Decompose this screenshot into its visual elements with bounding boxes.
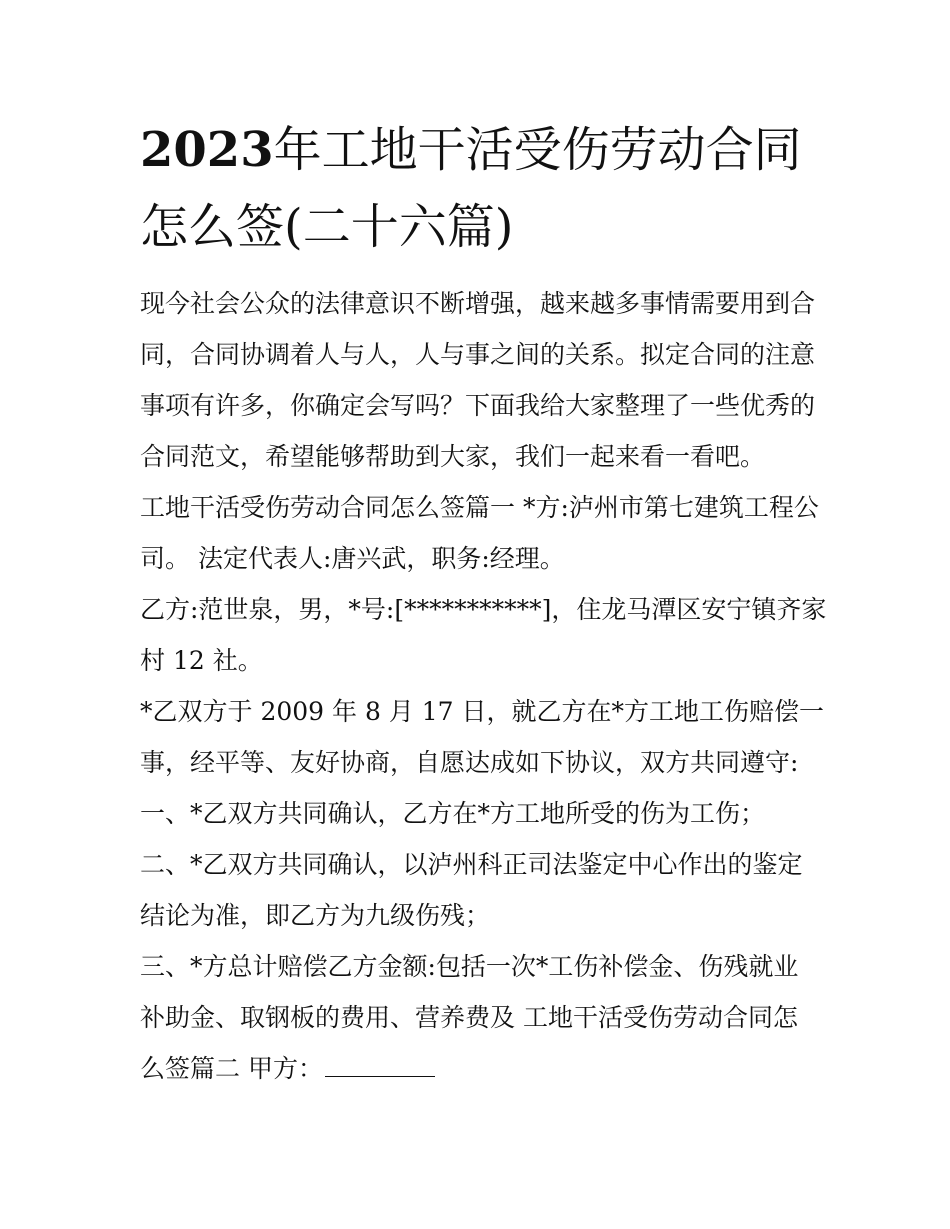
- text-line: 现今社会公众的法律意识不断增强，越来越多事情需要用到合: [140, 289, 816, 318]
- contract-party-a-paragraph: [140, 482, 820, 584]
- title-line1-rest: 年工地干活受伤劳动合同: [273, 122, 802, 178]
- party-a-blank-line: [325, 1056, 435, 1077]
- intro-paragraph: [140, 278, 820, 482]
- agreement-intro-paragraph: [140, 686, 825, 788]
- text-line: *乙双方于 2009 年 8 月 17 日，就乙方在*方工地工伤赔偿一: [140, 697, 825, 726]
- clause-three: [140, 941, 820, 1094]
- party-a-label: 么签篇二 甲方：: [140, 1054, 323, 1083]
- text-line: 二、*乙双方共同确认，以泸州科正司法鉴定中心作出的鉴定: [140, 850, 803, 879]
- text-line: 补助金、取钢板的费用、营养费及 工地干活受伤劳动合同怎: [140, 1003, 798, 1032]
- contract-party-b-paragraph: [140, 584, 827, 686]
- clause-two: [140, 839, 820, 941]
- text-line: 司。 法定代表人:唐兴武，职务:经理。: [140, 544, 565, 573]
- document-title: [140, 112, 830, 266]
- title-year: 2023: [140, 122, 274, 178]
- document-body: [140, 278, 827, 1094]
- text-line: 三、*方总计赔偿乙方金额:包括一次*工伤补偿金、伤残就业: [140, 952, 799, 981]
- text-line: 村 12 社。: [140, 646, 263, 675]
- text-line: 一、*乙双方共同确认，乙方在*方工地所受的伤为工伤；: [140, 799, 766, 828]
- text-line: 同，合同协调着人与人，人与事之间的关系。拟定合同的注意: [140, 340, 816, 369]
- title-line2: 怎么签(二十六篇): [140, 199, 514, 255]
- text-line: 结论为准，即乙方为九级伤残；: [140, 901, 491, 930]
- text-line: 合同范文，希望能够帮助到大家，我们一起来看一看吧。: [140, 442, 766, 471]
- text-line: 乙方:范世泉，男，*号:[***********]，住龙马潭区安宁镇齐家: [140, 595, 827, 624]
- text-line: 事项有许多，你确定会写吗？下面我给大家整理了一些优秀的: [140, 391, 816, 420]
- clause-one: [140, 788, 820, 839]
- text-line-with-blank: [140, 1043, 820, 1094]
- text-line: 事，经平等、友好协商，自愿达成如下协议，双方共同遵守:: [140, 748, 799, 777]
- text-line: 工地干活受伤劳动合同怎么签篇一 *方:泸州市第七建筑工程公: [140, 493, 819, 522]
